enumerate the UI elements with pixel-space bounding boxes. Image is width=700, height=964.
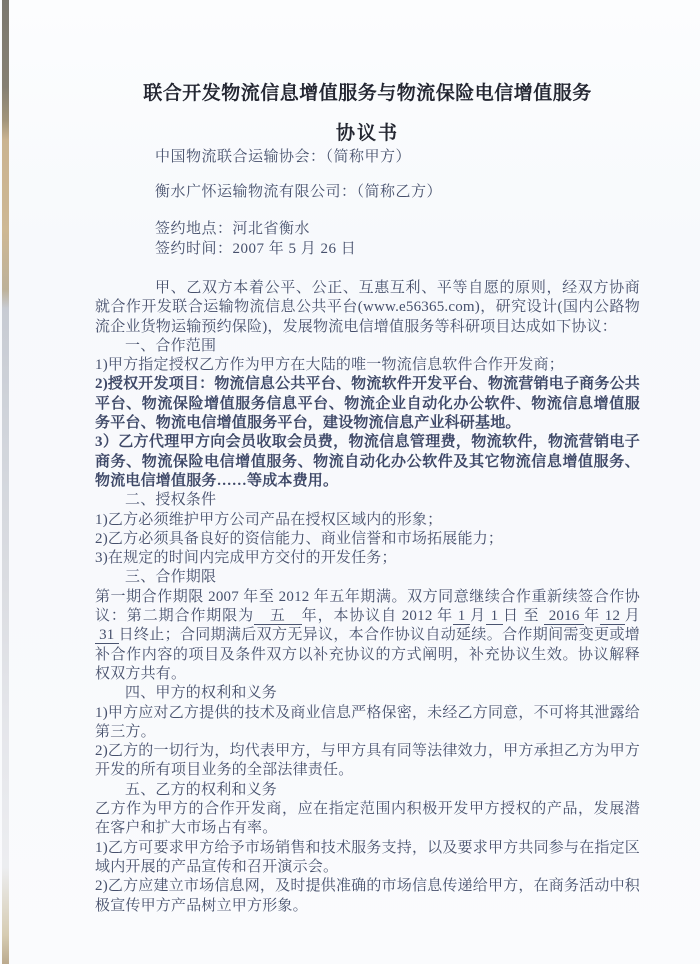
section-4-item-2: 2)乙方的一切行为，均代表甲方，与甲方具有同等法律效力，甲方承担乙方为甲方开发的所有项目业务的全部法律责任。 [95,743,640,779]
section-1-item-2: 2)授权开发项目：物流信息公共平台、物流软件开发平台、物流营销电子商务公共平台、物流保险增值服务信息平台、物流企业自动化办公软件、物流信息增值服务平台、物流电信增值服务平台，建设物流信息产业科研基地。 [95,376,640,432]
document-title-line1: 联合开发物流信息增值服务与物流保险电信增值服务 [143,83,592,104]
term-text-segment: 月 [624,608,640,625]
start-month-blank: 1 [453,608,471,625]
section-2-item-1: 1)乙方必须维护甲方公司产品在授权区域内的形象； [95,511,443,528]
section-4-heading: 四、甲方的权利和义务 [125,685,278,702]
section-1-item-3: 3）乙方代理甲方向会员收取会员费，物流信息管理费，物流软件，物流营销电子商务、物流保险电信增值服务、物流自动化办公软件及其它物流信息增值服务、物流电信增值服务……等成本费用。 [95,434,640,489]
document-content [95,0,640,916]
term-text-segment: 年 [584,608,601,625]
section-4-item-1: 1)甲方应对乙方提供的技术及商业信息严格保密，未经乙方同意，不可将其泄露给第三方。 [95,704,640,740]
party-a-line: 中国物流联合运输协会：（简称甲方） [155,149,412,165]
end-day-blank: 31 [95,627,119,644]
section-3-term-paragraph [95,588,640,684]
document-title-line2: 协议书 [335,123,399,144]
section-5-item-2: 2)乙方应建立市场信息网，及时提供准确的市场信息传递给甲方，在商务活动中积极宣传甲方产品树立甲方形象。 [95,878,640,914]
end-year-blank: 2016 [544,608,585,625]
section-5-item-1: 1)乙方可要求甲方给予市场销售和技术服务支持，以及要求甲方共同参与在指定区域内开展的产品宣传和召开演示会。 [95,839,640,875]
section-1-heading: 一、合作范围 [125,337,217,354]
term-text-segment: 月 [470,608,486,625]
parties-block [95,148,640,258]
term-text-segment: 日终止；合同期满后双方无异议，本合作协议自动延续。合作期间需变更或增补合作内容的项目及条件双方以补充协议的方式阐明，补充协议生效。协议解释权双方共有。 [95,627,640,682]
party-b-line: 衡水广怀运输物流有限公司：（简称乙方） [155,184,443,200]
scan-binding-edge-artifact [2,0,9,964]
second-term-years-blank: 五 [253,608,302,625]
section-5-heading: 五、乙方的权利和义务 [125,781,278,798]
section-2-heading: 二、授权条件 [125,492,217,509]
term-text-segment: 年，本协议自 2012 年 [301,608,454,625]
end-month-blank: 12 [600,608,625,625]
start-day-blank: 1 [485,608,503,625]
section-3-heading: 三、合作期限 [125,569,217,586]
section-2-item-2: 2)乙方必须具备良好的资信能力、商业信誉和市场拓展能力； [95,530,504,547]
agreement-body [95,279,640,916]
signing-date-line: 签约时间：2007 年 5 月 26 日 [155,241,357,257]
term-text-segment: 第一期合作期限 2007 年至 2012 年五年期满。双方同意继续合作重新续签合作协议：第二期合作期限为 [95,588,640,625]
section-2-item-3: 3)在规定的时间内完成甲方交付的开发任务； [95,550,397,567]
section-5-intro: 乙方作为甲方的合作开发商，应在指定范围内积极开发甲方授权的产品，发展潜在客户和扩大市场占有率。 [95,801,640,837]
intro-paragraph: 甲、乙双方本着公平、公正、互惠互利、平等自愿的原则，经双方协商就合作开发联合运输物流信息公共平台(www.e56365.com)，研究设计(国内公路物流企业货物运输预约保险)，发展物流电信增值服务等科研项目达成如下协议： [95,280,640,335]
term-text-segment: 日 至 [502,608,545,625]
signing-place-line: 签约地点：河北省衡水 [155,221,311,237]
section-1-item-1: 1)甲方指定授权乙方作为甲方在大陆的唯一物流信息软件合作开发商； [95,357,564,374]
